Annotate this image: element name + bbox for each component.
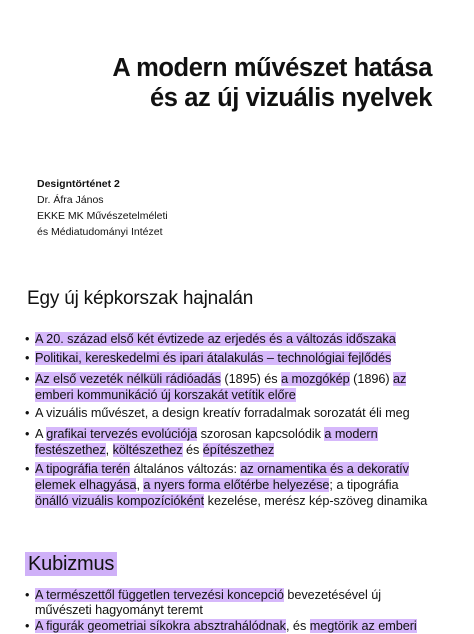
bullet-marker: • <box>25 462 30 476</box>
text-line <box>35 587 381 603</box>
highlighted-text: A figurák geometriai síkokra absztrahálódnak <box>35 619 286 633</box>
highlighted-text: a nyers forma előtérbe helyezése <box>143 478 330 492</box>
text-segment: kezelése, merész kép-szöveg dinamika <box>204 494 428 508</box>
text-line <box>35 602 203 618</box>
text-segment: , <box>105 443 113 457</box>
highlighted-text: A természettől független tervezési koncepció <box>35 588 284 602</box>
text-segment: (1896) <box>349 372 394 386</box>
text-segment: bevezetésével új <box>283 588 382 602</box>
section-heading-2: Kubizmus <box>25 552 117 576</box>
text-line <box>35 426 378 442</box>
bullet-marker: • <box>25 619 30 633</box>
text-segment: ; a tipográfia <box>329 478 399 492</box>
highlighted-text: költészethez <box>112 443 183 457</box>
highlighted-text: festészethez <box>35 443 106 457</box>
text-line <box>35 405 410 421</box>
text-line <box>35 371 406 387</box>
highlighted-text: a modern <box>324 427 378 441</box>
bullet-marker: • <box>25 588 30 602</box>
highlighted-text: önálló vizuális kompozícióként <box>35 494 205 508</box>
text-segment: , <box>136 478 144 492</box>
course-name: Designtörténet 2 <box>37 178 120 190</box>
highlighted-text: az <box>393 372 407 386</box>
bullet-marker: • <box>25 332 30 346</box>
text-segment: szorosan kapcsolódik <box>197 427 325 441</box>
text-line <box>35 461 409 477</box>
text-segment: , és <box>285 619 310 633</box>
text-line <box>35 493 427 509</box>
highlighted-text: a mozgókép <box>281 372 350 386</box>
author-name: Dr. Áfra János <box>37 194 104 206</box>
text-segment: és <box>182 443 203 457</box>
highlighted-text: elemek elhagyása <box>35 478 137 492</box>
text-line <box>35 477 399 493</box>
text-segment: A vizuális művészet, a design kreatív forradalmak sorozatát éli meg <box>35 406 410 420</box>
title-line-1: A modern művészet hatása <box>112 54 432 82</box>
text-segment: A <box>35 427 47 441</box>
text-line <box>35 331 396 347</box>
section-heading-1: Egy új képkorszak hajnalán <box>27 288 254 309</box>
institution-line-2: és Médiatudományi Intézet <box>37 226 163 238</box>
highlighted-text: Az első vezeték nélküli rádióadás <box>35 372 221 386</box>
highlighted-text: emberi kommunikáció új korszakát vetítik előre <box>35 388 296 402</box>
bullet-marker: • <box>25 372 30 386</box>
highlighted-text: grafikai tervezés evolúciója <box>46 427 198 441</box>
highlighted-text: A 20. század első két évtizede az erjedés és a változás időszaka <box>35 332 396 346</box>
bullet-marker: • <box>25 406 30 420</box>
bullet-marker: • <box>25 427 30 441</box>
highlighted-text: A tipográfia terén <box>35 462 131 476</box>
institution-line-1: EKKE MK Művészetelméleti <box>37 210 168 222</box>
text-line <box>35 442 274 458</box>
text-segment: művészeti hagyományt teremt <box>35 603 203 617</box>
highlighted-text: megtörik az emberi <box>309 619 417 633</box>
bullet-marker: • <box>25 351 30 365</box>
highlighted-text: az ornamentika és a dekoratív <box>240 462 409 476</box>
title-line-2: és az új vizuális nyelvek <box>150 84 432 112</box>
highlighted-text: építészethez <box>202 443 275 457</box>
text-segment: (1895) és <box>220 372 282 386</box>
highlighted-text: Politikai, kereskedelmi és ipari átalakulás – technológiai fejlődés <box>35 351 392 365</box>
text-line <box>35 387 296 403</box>
text-line <box>35 350 391 366</box>
text-segment: általános változás: <box>130 462 241 476</box>
